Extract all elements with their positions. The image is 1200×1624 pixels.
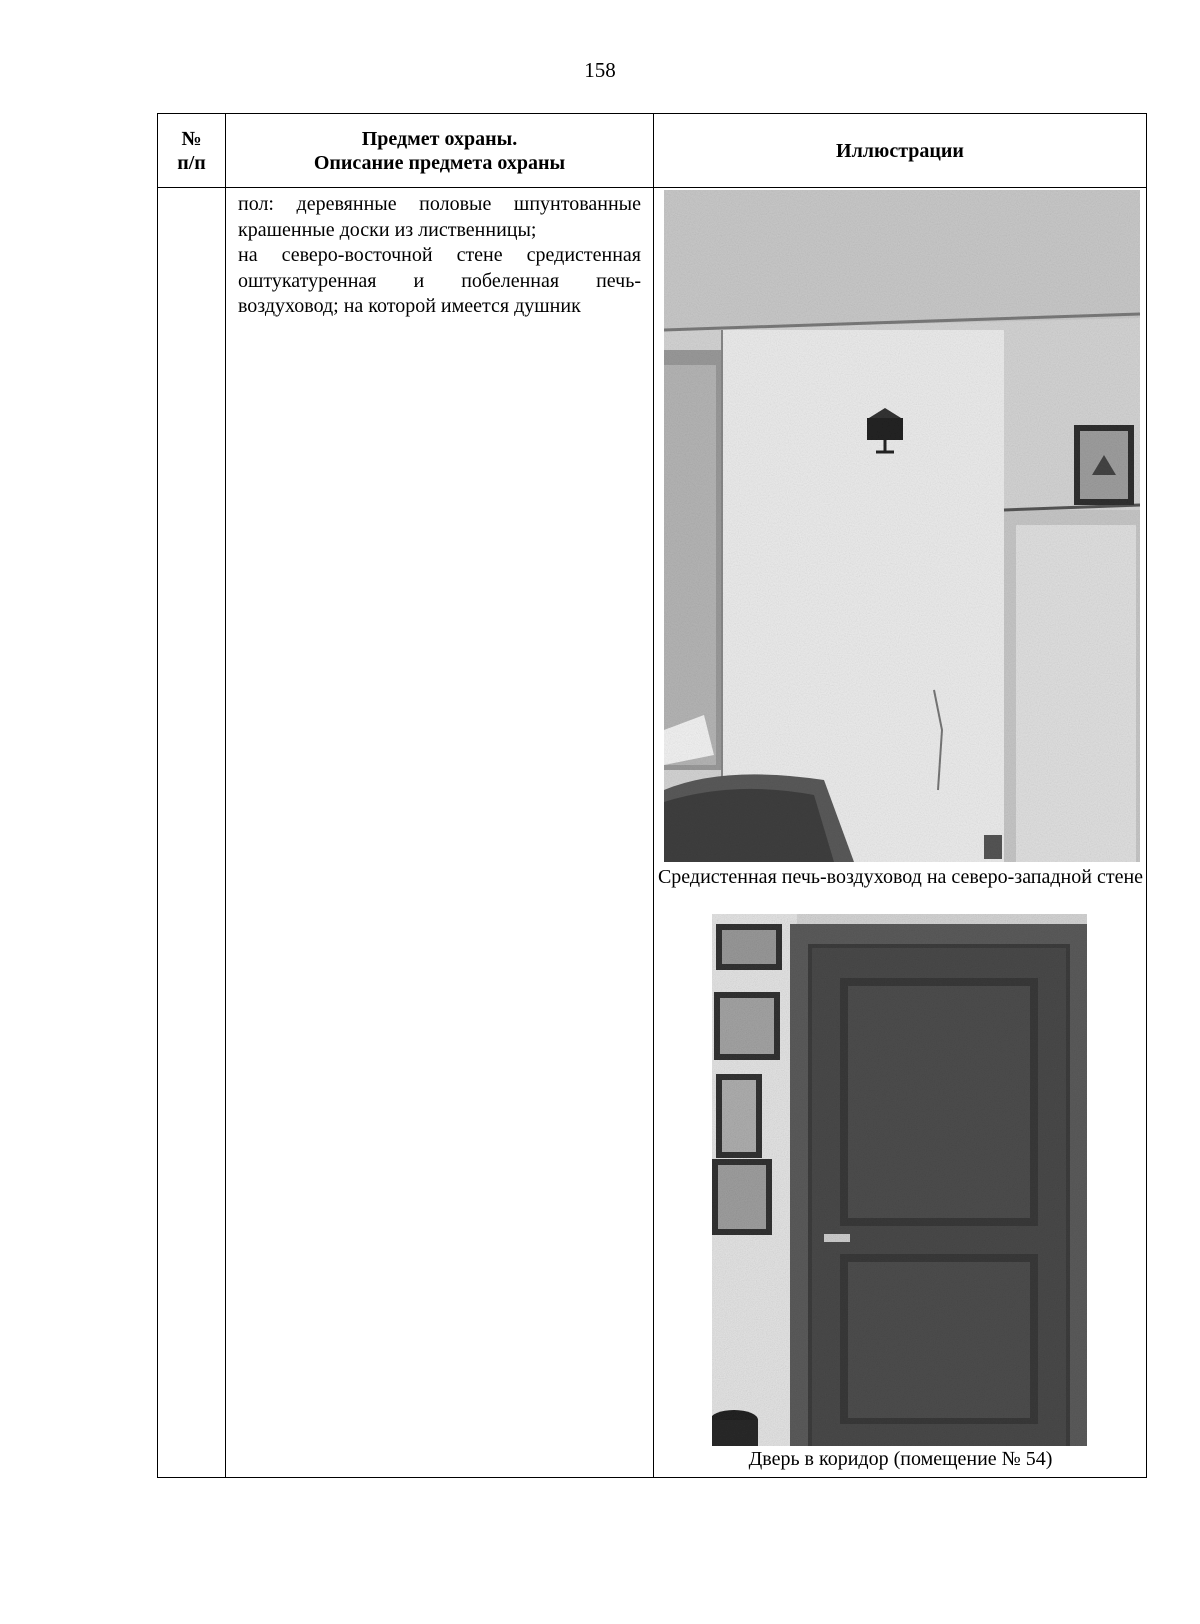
stove-photo-caption: Средистенная печь-воздуховод на северо-западной стене (657, 866, 1144, 888)
header-illustrations: Иллюстрации (654, 114, 1147, 188)
protection-table (157, 113, 1147, 1478)
row-description-cell (226, 188, 654, 1478)
table-row (158, 188, 1147, 1478)
row-number-cell (158, 188, 226, 1478)
stove-photo (664, 190, 1140, 862)
description-paragraph-stove: на северо-восточной стене средистенная оштукатуренная и побеленная печь-воздуховод; на которой имеется душник (238, 244, 641, 318)
header-description-line-2: Описание предмета охраны (313, 151, 566, 174)
door-photo-caption: Дверь в коридор (помещение № 54) (748, 1448, 1053, 1470)
header-description (226, 114, 654, 188)
header-description-line-1: Предмет охраны. (361, 127, 518, 150)
header-number-line-2: п/п (177, 151, 206, 174)
description-paragraph-floor: пол: деревянные половые шпунтованные крашенные доски из лиственницы; (238, 193, 641, 241)
header-number (158, 114, 226, 188)
door-photo (712, 914, 1087, 1446)
row-illustrations-cell (654, 188, 1147, 1478)
page-number: 158 (584, 58, 616, 82)
header-number-line-1: № (181, 127, 202, 150)
table-header-row (158, 114, 1147, 188)
